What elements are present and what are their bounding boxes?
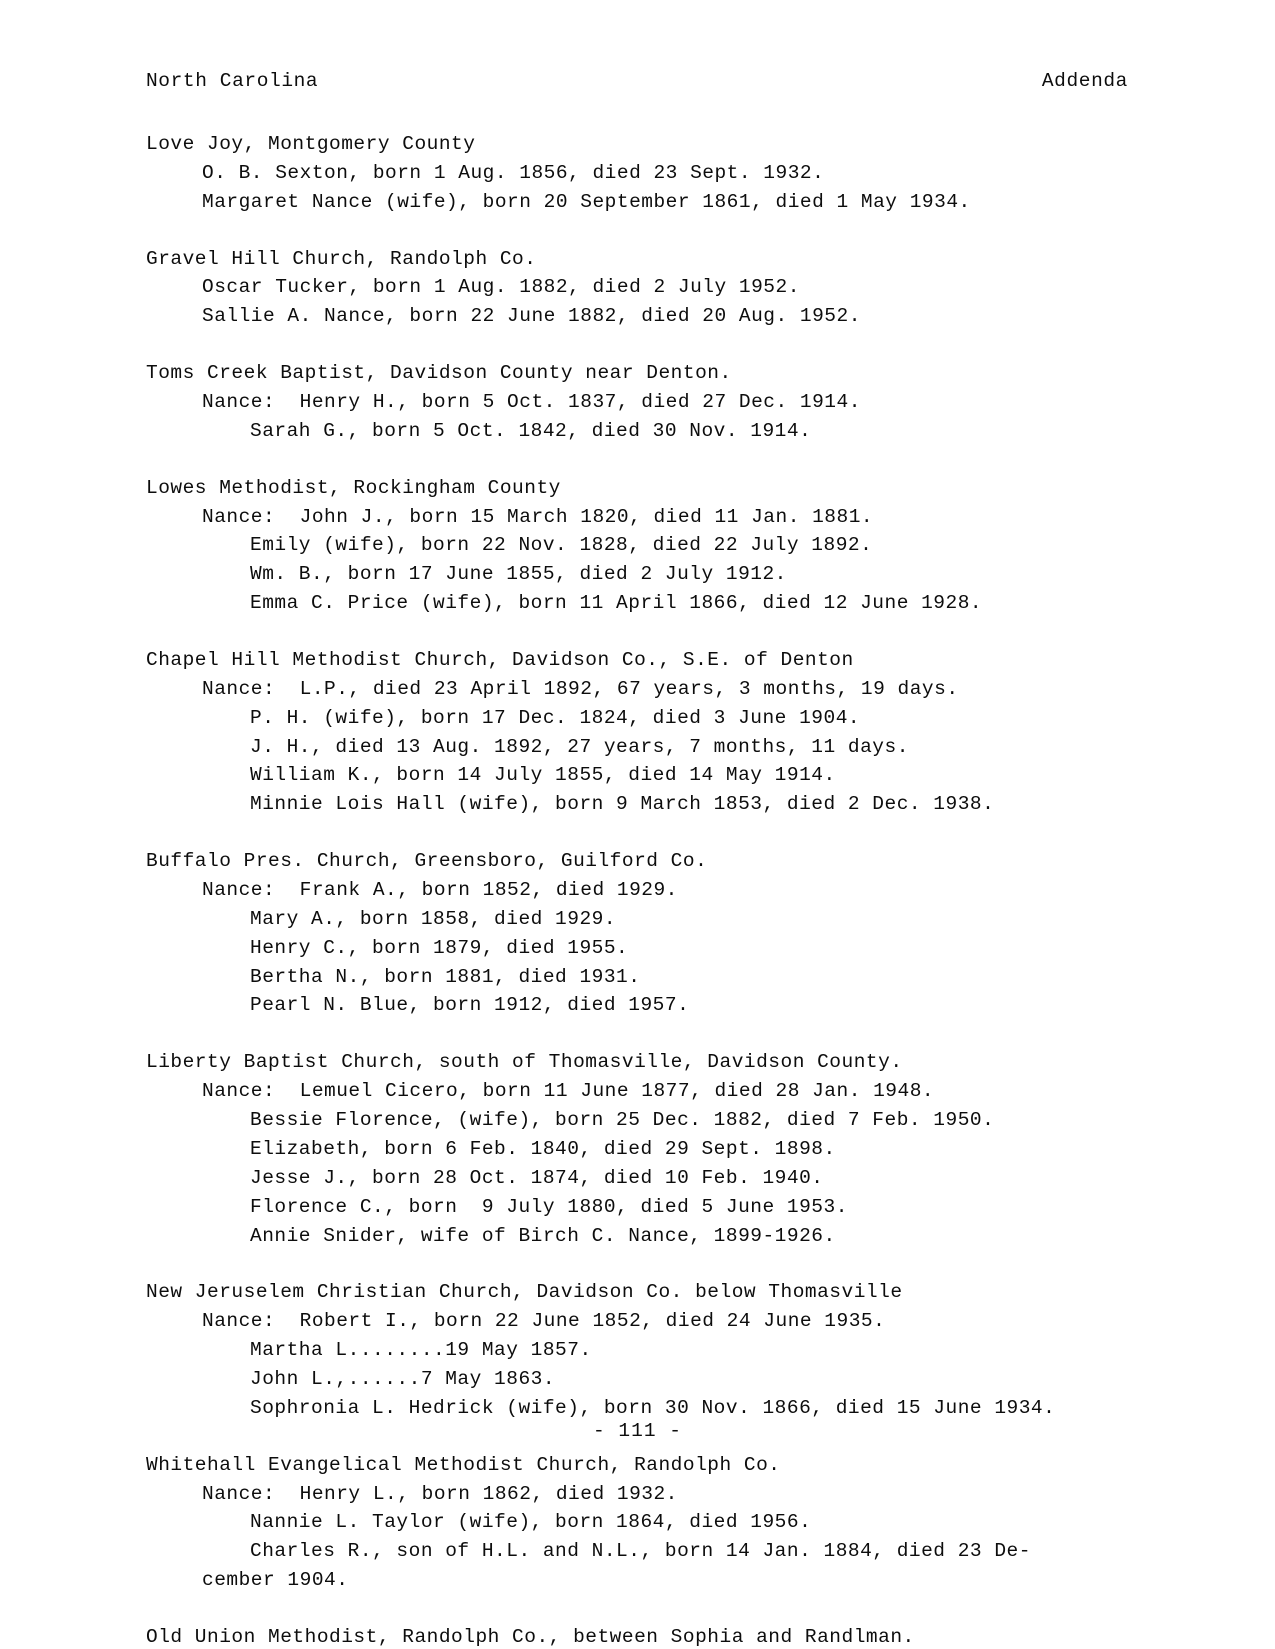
entry-line: William K., born 14 July 1855, died 14 May 1914. [250,764,836,787]
entry-line: Nance: Robert I., born 22 June 1852, died 24 June 1935. [202,1310,886,1333]
entry-line: Nance: Lemuel Cicero, born 11 June 1877, died 28 Jan. 1948. [202,1080,935,1103]
entry-line: Emily (wife), born 22 Nov. 1828, died 22 July 1892. [250,534,873,557]
entry-title: Whitehall Evangelical Methodist Church, Randolph Co. [146,1453,781,1476]
entry-title: Old Union Methodist, Randolph Co., between Sophia and Randlman. [146,1625,915,1648]
entry-line: Annie Snider, wife of Birch C. Nance, 1899-1926. [250,1224,836,1247]
entry-line: Nannie L. Taylor (wife), born 1864, died 1956. [250,1511,812,1534]
entry-line: Sallie A. Nance, born 22 June 1882, died 20 Aug. 1952. [202,305,861,328]
entry-line: J. H., died 13 Aug. 1892, 27 years, 7 months, 11 days. [250,735,909,758]
cemetery-entry [146,130,1146,217]
entry-line: Oscar Tucker, born 1 Aug. 1882, died 2 July 1952. [202,276,800,299]
entry-title: New Jeruselem Christian Church, Davidson Co. below Thomasville [146,1281,903,1304]
entry-line: Pearl N. Blue, born 1912, died 1957. [250,994,690,1017]
entry-title: Lowes Methodist, Rockingham County [146,476,561,499]
entry-line: Sophronia L. Hedrick (wife), born 30 Nov. 1866, died 15 June 1934. [250,1396,1056,1419]
entry-title: Gravel Hill Church, Randolph Co. [146,247,537,270]
entry-line: John L.,......7 May 1863. [250,1367,556,1390]
entry-line: P. H. (wife), born 17 Dec. 1824, died 3 June 1904. [250,706,861,729]
entry-line: Mary A., born 1858, died 1929. [250,907,617,930]
cemetery-entry [146,359,1146,446]
entry-line: Nance: Henry H., born 5 Oct. 1837, died 27 Dec. 1914. [202,391,861,414]
cemetery-entry [146,1048,1146,1250]
header-right-title: Addenda [1041,70,1128,92]
cemetery-entry [146,474,1146,618]
entry-line: Nance: John J., born 15 March 1820, died 11 Jan. 1881. [202,505,874,528]
cemetery-entry [146,245,1146,332]
entry-line: Minnie Lois Hall (wife), born 9 March 1853, died 2 Dec. 1938. [250,793,995,816]
entry-title: Buffalo Pres. Church, Greensboro, Guilford Co. [146,850,708,873]
cemetery-entry [146,646,1146,819]
page-number: - 111 - [593,1420,682,1442]
entry-line: Charles R., son of H.L. and N.L., born 14 Jan. 1884, died 23 De- [250,1540,1031,1563]
entry-title: Love Joy, Montgomery County [146,133,476,155]
entry-line: Nance: L.P., died 23 April 1892, 67 years, 3 months, 19 days. [202,677,959,700]
header-left-title: North Carolina [146,70,319,92]
cemetery-entry [146,1451,1146,1595]
entry-title: Chapel Hill Methodist Church, Davidson Co., S.E. of Denton [146,649,854,672]
entry-line: Florence C., born 9 July 1880, died 5 June 1953. [250,1195,848,1218]
entry-line: O. B. Sexton, born 1 Aug. 1856, died 23 Sept. 1932. [202,161,825,184]
page-header [146,70,1146,92]
entry-line: Jesse J., born 28 Oct. 1874, died 10 Feb. 1940. [250,1166,824,1189]
entry-line: Martha L........19 May 1857. [250,1339,592,1362]
entry-line: Wm. B., born 17 June 1855, died 2 July 1912. [250,563,787,586]
entry-title: Liberty Baptist Church, south of Thomasville, Davidson County. [146,1051,903,1074]
entry-title: Toms Creek Baptist, Davidson County near Denton. [146,362,732,385]
entry-line: Margaret Nance (wife), born 20 September 1861, died 1 May 1934. [202,190,971,213]
cemetery-entry [146,847,1146,1020]
entry-line: Bertha N., born 1881, died 1931. [250,965,641,988]
entry-line: Bessie Florence, (wife), born 25 Dec. 1882, died 7 Feb. 1950. [250,1109,995,1132]
entry-line: cember 1904. [202,1569,349,1592]
entry-line: Nance: Frank A., born 1852, died 1929. [202,879,678,902]
entry-line: Sarah G., born 5 Oct. 1842, died 30 Nov. 1914. [250,419,812,442]
entry-line: Henry C., born 1879, died 1955. [250,936,629,959]
entry-line: Nance: Henry L., born 1862, died 1932. [202,1482,678,1505]
entry-line: Elizabeth, born 6 Feb. 1840, died 29 Sept. 1898. [250,1137,836,1160]
cemetery-entry [146,1623,1146,1649]
entry-line: Emma C. Price (wife), born 11 April 1866, died 12 June 1928. [250,592,983,615]
page-content [146,70,1146,1649]
cemetery-entry [146,1278,1146,1422]
